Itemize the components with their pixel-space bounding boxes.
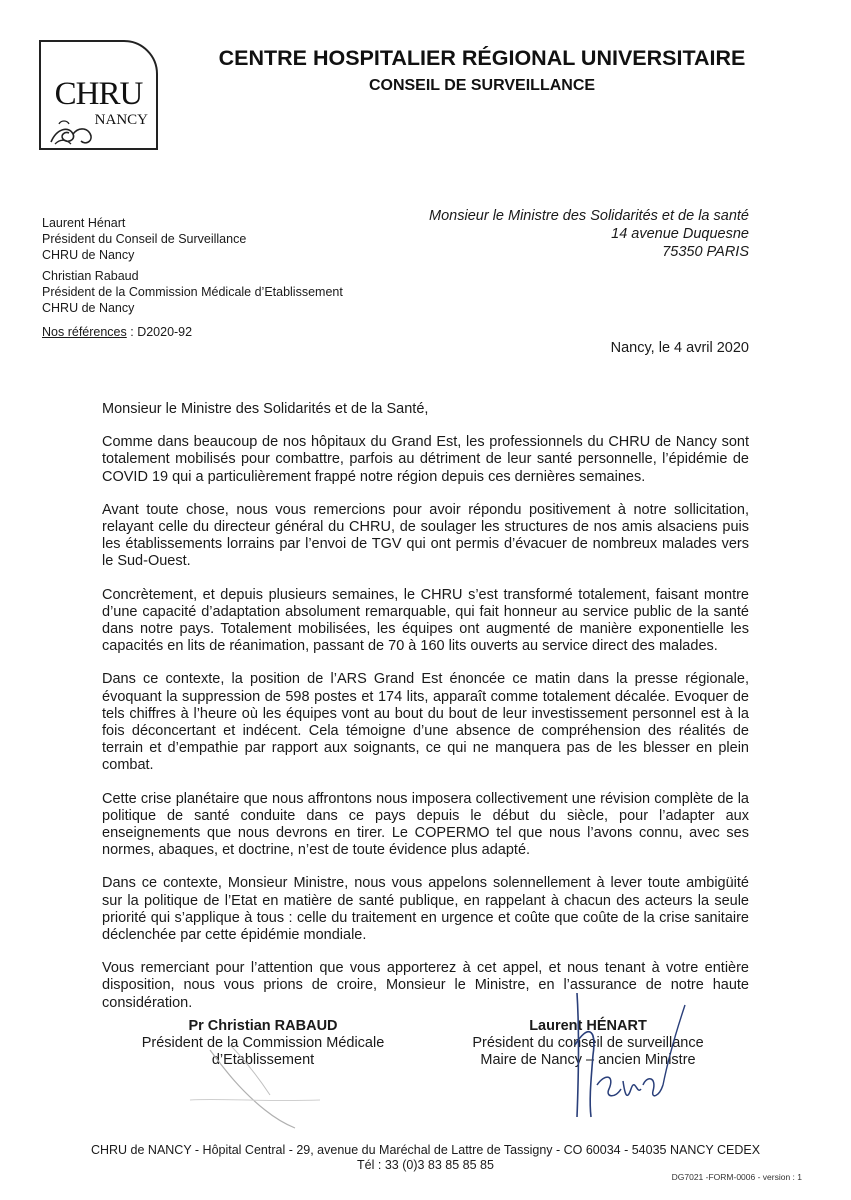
sender-name: Christian Rabaud: [42, 269, 139, 283]
references-value: D2020-92: [137, 325, 193, 339]
signatory-name: Pr Christian RABAUD: [188, 1018, 338, 1034]
footer-phone: Tél : 33 (0)3 83 85 85 85: [357, 1158, 494, 1172]
sender-org: CHRU de Nancy: [42, 301, 135, 315]
handwritten-signature-right: [535, 985, 705, 1125]
references-label: Nos références: [42, 325, 127, 339]
sender-block-1: [42, 215, 246, 263]
references-line: [42, 324, 192, 340]
sender-role: Président du Conseil de Surveillance: [42, 232, 247, 246]
body-paragraph: Avant toute chose, nous vous remercions pour avoir répondu positivement à notre sollicitation, relayant celle du directeur général du CHRU, de soulager les structures de nos amis alsaciens puis les établissements lorrains par l’envoi de TGV qui ont permis d’évacuer de nombreux malades vers le Sud-Ouest.: [102, 501, 749, 570]
logo-sub-text: NANCY: [94, 112, 148, 128]
signatory-title: Président du conseil de surveillance: [472, 1035, 704, 1051]
letter-body: [102, 401, 749, 1028]
references-separator: :: [126, 325, 138, 339]
signatory-title: d’Etablissement: [211, 1052, 315, 1068]
logo-main-text: CHRU: [54, 76, 143, 112]
signatory-name: Laurent HÉNART: [529, 1018, 647, 1034]
recipient-line: 14 avenue Duquesne: [611, 226, 749, 242]
body-paragraph: Comme dans beaucoup de nos hôpitaux du Grand Est, les professionnels du CHRU de Nancy sont totalement mobilisés pour combattre, parfois au détriment de leur santé personnelle, l’épidémie de COVID 19 qui a particulièrement frappé notre région depuis ces dernières semaines.: [102, 434, 749, 485]
page-subtitle: CONSEIL DE SURVEILLANCE: [368, 77, 596, 94]
page-title: CENTRE HOSPITALIER RÉGIONAL UNIVERSITAIRE: [218, 46, 746, 70]
signatory-title: Président de la Commission Médicale: [141, 1035, 385, 1051]
salutation: Monsieur le Ministre des Solidarités et de la Santé,: [102, 401, 429, 417]
recipient-block: [369, 207, 749, 261]
recipient-line: 75350 PARIS: [662, 244, 749, 260]
handwritten-signature-left: [170, 1040, 360, 1130]
sender-org: CHRU de Nancy: [42, 248, 135, 262]
footer-address: CHRU de NANCY - Hôpital Central - 29, avenue du Maréchal de Lattre de Tassigny - CO 60034 - 54035 NANCY CEDEX: [90, 1143, 761, 1157]
signatory-title: Maire de Nancy – ancien Ministre: [480, 1052, 696, 1068]
body-paragraph: Dans ce contexte, la position de l’ARS Grand Est énoncée ce matin dans la presse régionale, évoquant la suppression de 598 postes et 174 lits, apparaît comme totalement décalée. Evoquer de tels chiffres à l’heure où les équipes vont au bout du bout de leur investissement personnel est à la fois déconcertant et indécent. Cela témoigne d’une absence de compréhension des réalités de terrain et d’empathie par rapport aux soignants, ce qui ne manquera pas de les blesser en plein combat.: [102, 671, 749, 774]
form-reference: DG7021 -FORM-0006 - version : 1: [671, 1172, 802, 1182]
body-paragraph: Cette crise planétaire que nous affrontons nous imposera collectivement une révision complète de la politique de santé conduite dans ce pays depuis le début du siècle, pour l’adapter aux enseignements que nous devrons en tirer. Le COPERMO tel que nous l’avons connu, avec ses normes, abaques, et doctrine, n’est de toute évidence plus adapté.: [102, 790, 749, 859]
sender-name: Laurent Hénart: [42, 216, 126, 230]
body-paragraph: Vous remerciant pour l’attention que vous apporterez à cet appel, et nous tenant à votre entière disposition, nous vous prions de croire, Monsieur le Ministre, en l’assurance de notre haute considération.: [102, 960, 749, 1011]
body-paragraph: Dans ce contexte, Monsieur Ministre, nous vous appelons solennellement à lever toute ambigüité sur la politique de l’Etat en matière de santé publique, en rappelant à chacun des acteurs la seule priorité qui s’applique à tous : celle du traitement en urgence et coûte que coûte de la crise sanitaire déclenchée par cette épidémie mondiale.: [102, 875, 749, 944]
body-paragraph: Concrètement, et depuis plusieurs semaines, le CHRU s’est transformé totalement, faisant montre d’une capacité d’adaptation absolument remarquable, qui fait honneur au service public de la santé dans notre pays. Totalement mobilisées, les équipes ont augmenté de manière exponentielle les capacités en lits de réanimation, passant de 70 à 160 lits ouverts au service direct des malades.: [102, 586, 749, 655]
chru-nancy-logo: [39, 40, 158, 150]
sender-role: Président de la Commission Médicale d’Etablissement: [42, 285, 343, 299]
logo-ornament-icon: [47, 114, 95, 148]
sender-block-2: [42, 268, 343, 316]
recipient-line: Monsieur le Ministre des Solidarités et de la santé: [429, 208, 749, 224]
letter-date: Nancy, le 4 avril 2020: [610, 340, 749, 356]
